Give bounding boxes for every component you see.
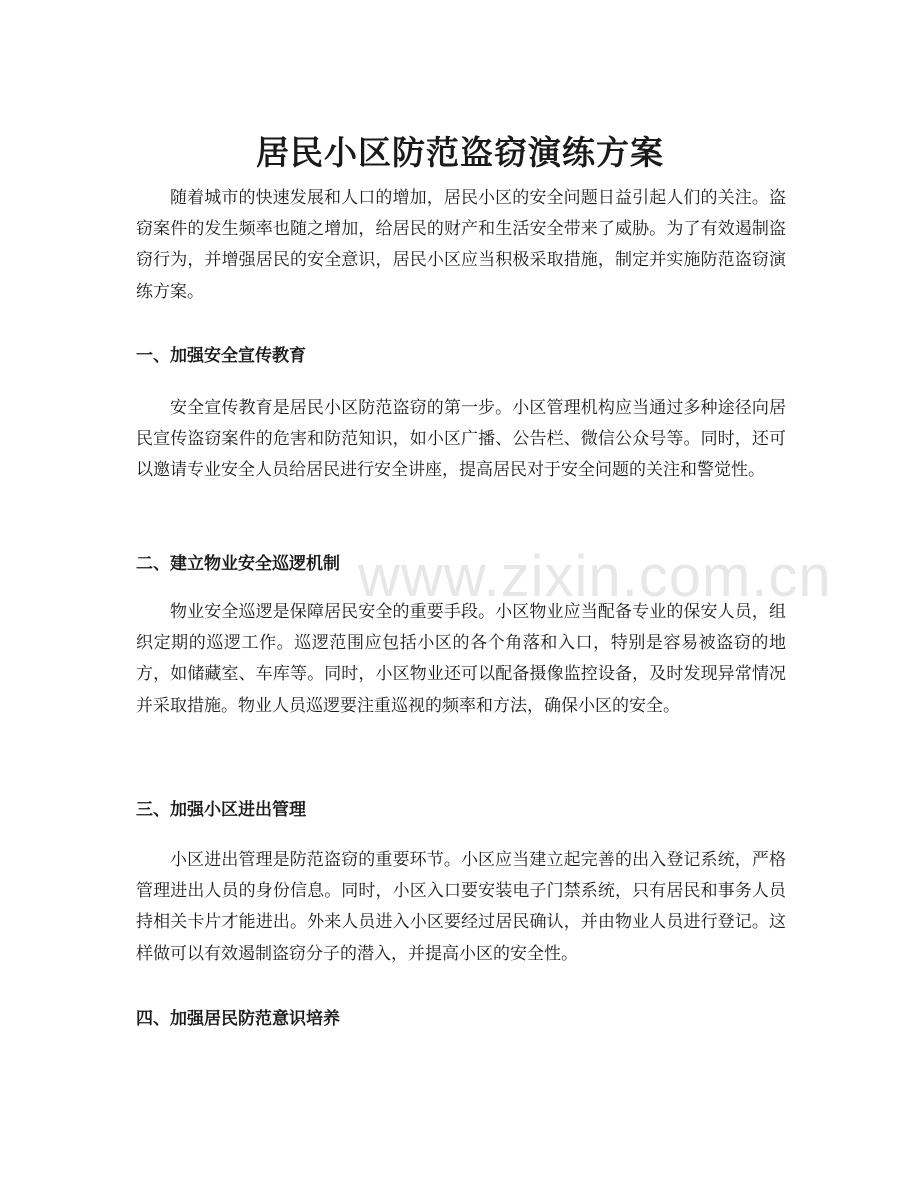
watermark: www.zixin.com.cn — [358, 544, 832, 609]
section-2-body: 物业安全巡逻是保障居民安全的重要手段。小区物业应当配备专业的保安人员，组织定期的巡逻工作。巡逻范围应包括小区的各个角落和入口，特别是容易被盗窃的地方，如储藏室、车库等。同时，小区物业还可以配备摄像监控设备，及时发现异常情况并采取措施。物业人员巡逻要注重巡视的频率和方法，确保小区的安全。 — [136, 602, 786, 716]
section-3-heading: 三、加强小区进出管理 — [136, 800, 306, 820]
document-title: 居民小区防范盗窃演练方案 — [256, 133, 664, 173]
section-1-heading: 一、加强安全宣传教育 — [136, 346, 306, 366]
section-4-heading: 四、加强居民防范意识培养 — [136, 1009, 340, 1029]
section-1-body: 安全宣传教育是居民小区防范盗窃的第一步。小区管理机构应当通过多种途径向居民宣传盗窃案件的危害和防范知识，如小区广播、公告栏、微信公众号等。同时，还可以邀请专业安全人员给居民进行安全讲座，提高居民对于安全问题的关注和警觉性。 — [136, 398, 786, 481]
section-2-heading: 二、建立物业安全巡逻机制 — [136, 554, 340, 574]
section-3-body: 小区进出管理是防范盗窃的重要环节。小区应当建立起完善的出入登记系统，严格管理进出人员的身份信息。同时，小区入口要安装电子门禁系统，只有居民和事务人员持相关卡片才能进出。外来人员进入小区要经过居民确认，并由物业人员进行登记。这样做可以有效遏制盗窃分子的潜入，并提高小区的安全性。 — [136, 850, 786, 964]
intro-paragraph: 随着城市的快速发展和人口的增加，居民小区的安全问题日益引起人们的关注。盗窃案件的发生频率也随之增加，给居民的财产和生活安全带来了威胁。为了有效遏制盗窃行为，并增强居民的安全意识，居民小区应当积极采取措施，制定并实施防范盗窃演练方案。 — [136, 188, 786, 302]
